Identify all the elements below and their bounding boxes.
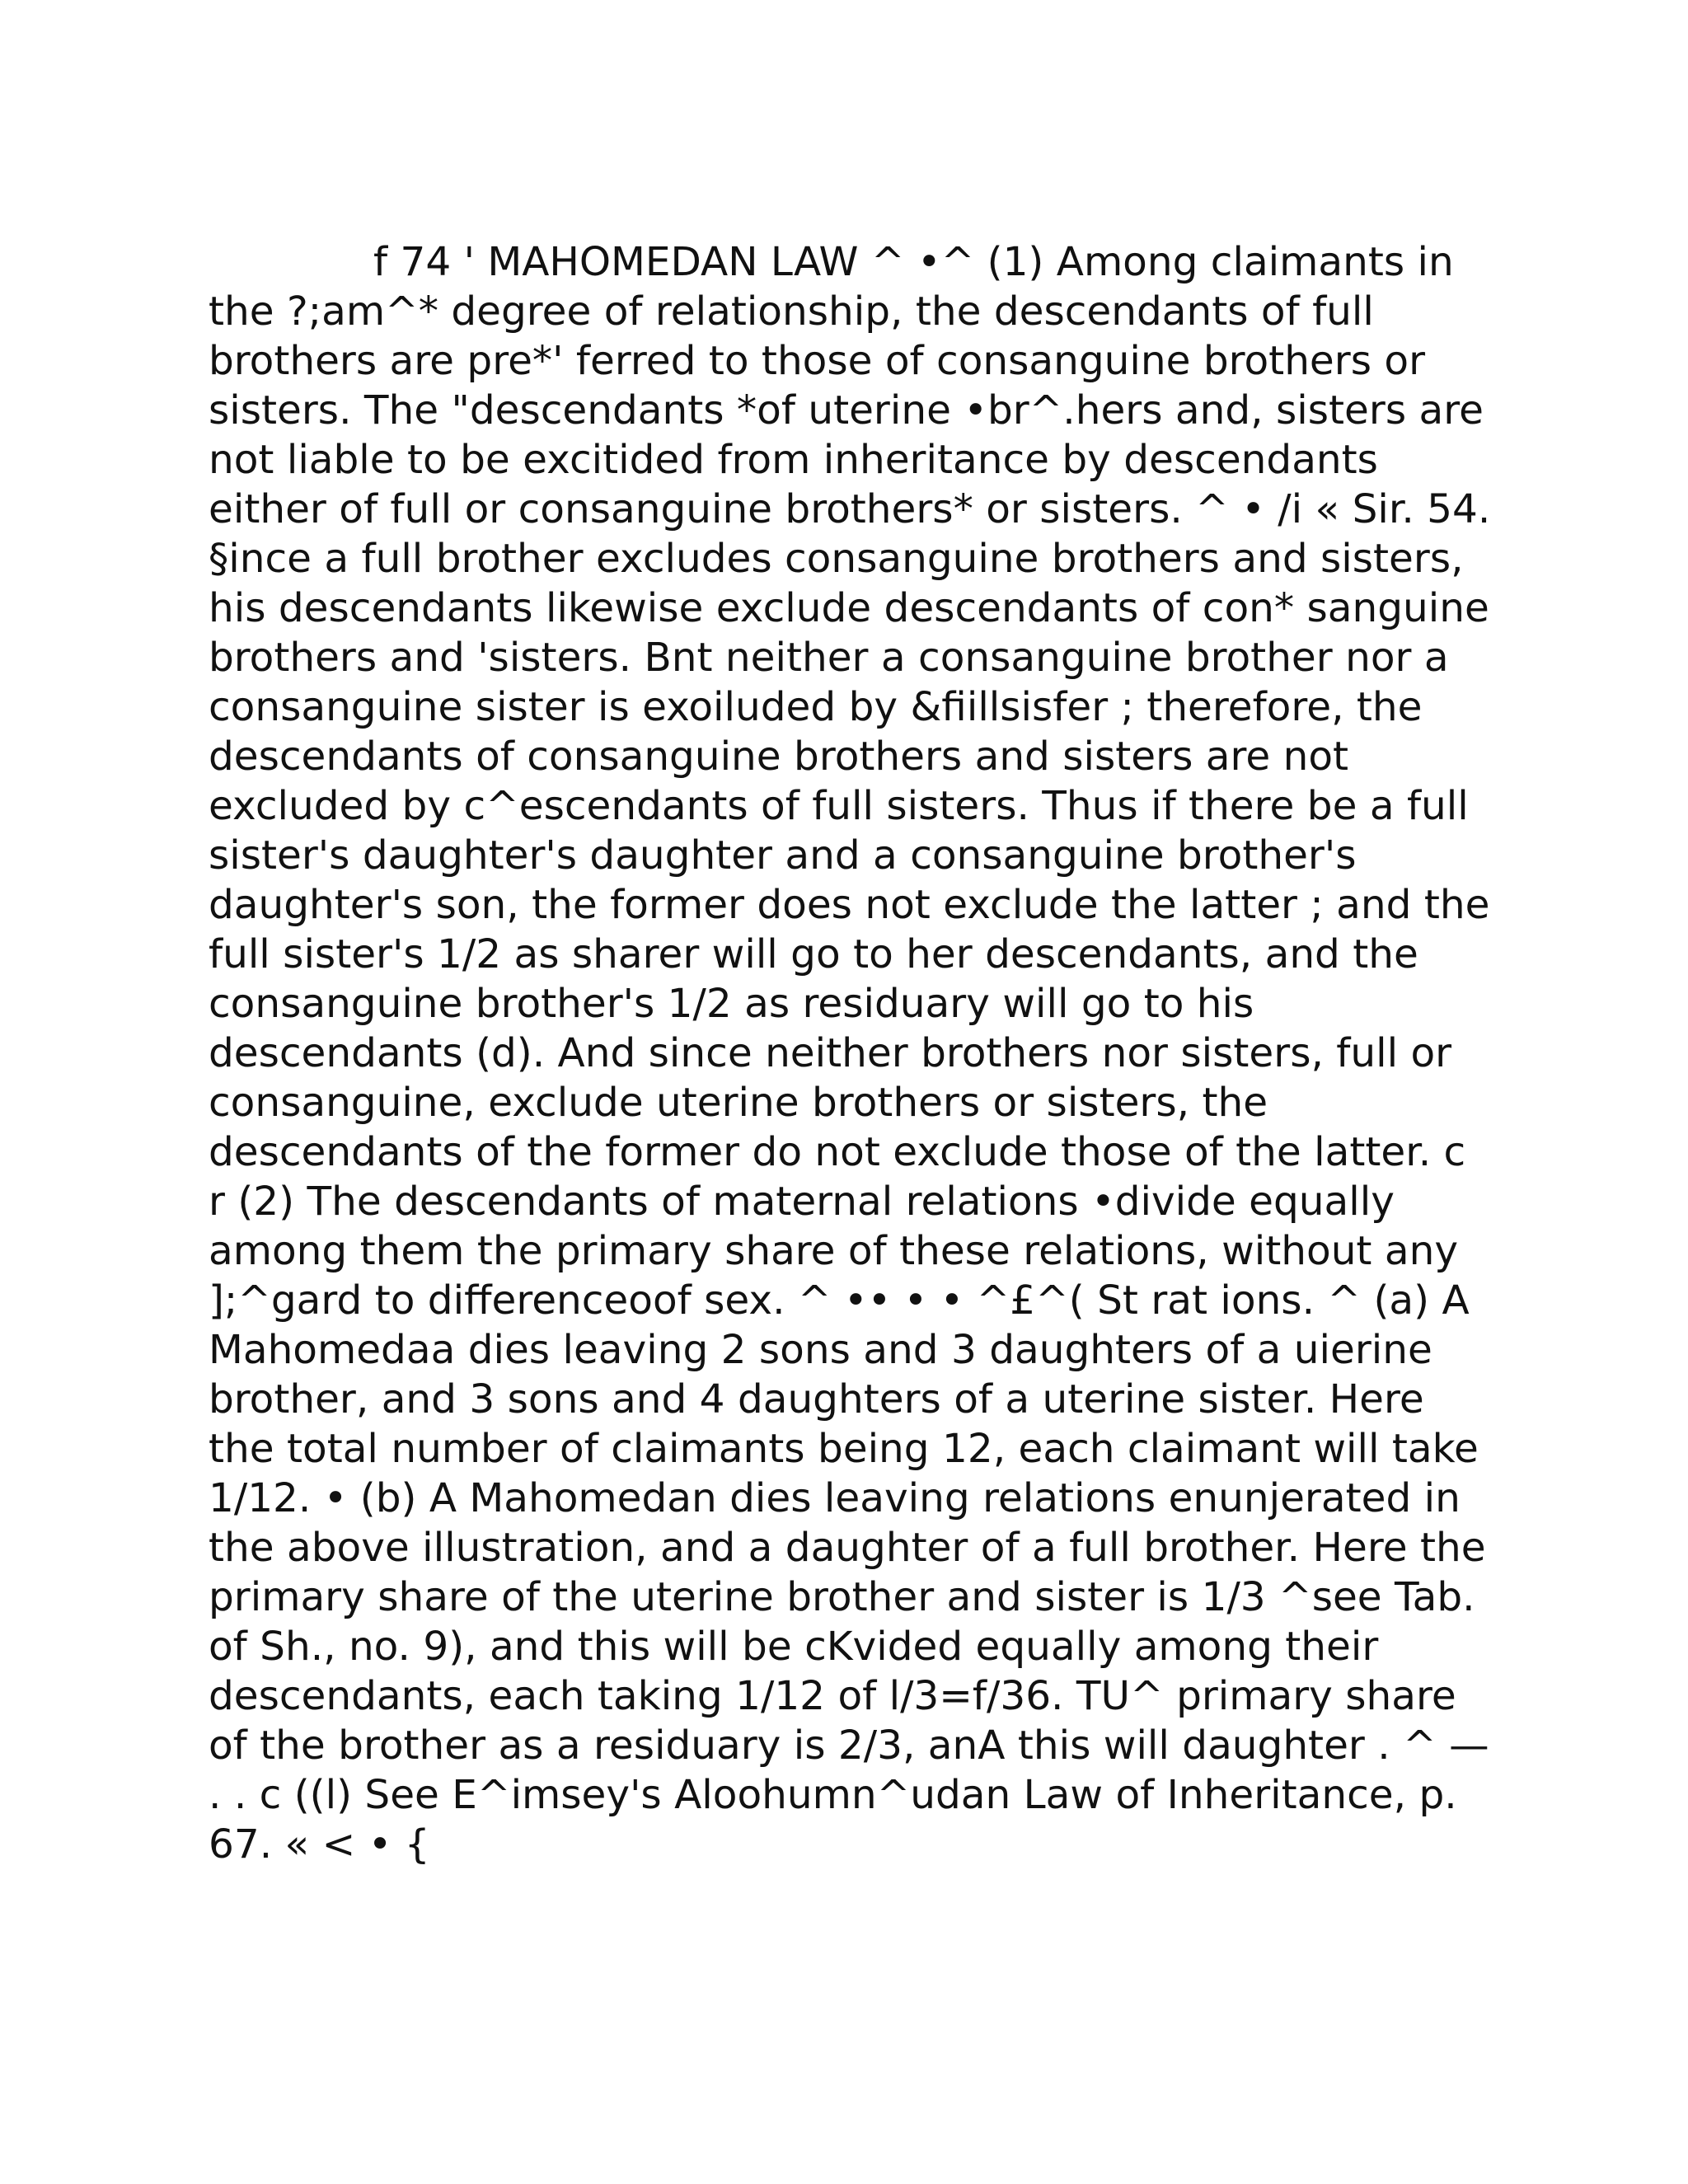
document-body-text: f 74 ' MAHOMEDAN LAW ^ •^ (1) Among claimants in the ?;am^* degree of relationship, the descendants of full brothers are pre*' ferred to those of consanguine brothers or sisters. The "descendants *of uterine •br^.hers and, sisters are not liable to be excitided from inheritance by descendants either of full or consanguine brothers* or sisters. ^ • /i « Sir. 54. §ince a full brother excludes consanguine brothers and sisters, his descendants likewise exclude descendants of con* sanguine brothers and 'sisters. Bnt neither a consanguine brother nor a consanguine sister is exoiluded by &fiillsisfer ; therefore, the descendants of consanguine brothers and sisters are not excluded by c^escendants of full sisters. Thus if there be a full sister's daughter's daughter and a consanguine brother's daughter's son, the former does not exclude the latter ; and the full sister's 1/2 as sharer will go to her descendants, and the consanguine brother's 1/2 as residuary will go to his descendants (d). And since neither brothers nor sisters, full or consanguine, exclude uterine brothers or sisters, the descendants of the former do not exclude those of the latter. c r (2) The descendants of maternal relations •divide equally among them the primary share of these relations, without any ];^gard to differenceoof sex. ^ •• • • ^£^( St rat ions. ^ (a) A Mahomedaa dies leaving 2 sons and 3 daughters of a uierine brother, and 3 sons and 4 daughters of a uterine sister. Here the total number of claimants being 12, each claimant will take 1/12. • (b) A Mahomedan dies leaving relations enunjerated in the above illustration, and a daughter of a full brother. Here the primary share of the uterine brother and sister is 1/3 ^see Tab. of Sh., no. 9), and this will be cKvided equally among their descendants, each taking 1/12 of l/3=f/36. TU^ primary share of the brother as a residuary is 2/3, anA this will daughter . ^ — . . c ((l) See E^imsey's Aloohumn^udan Law of Inheritance, p. 67. « < • { bbox=[209, 239, 1491, 1868]
document-page bbox=[209, 237, 1494, 1869]
